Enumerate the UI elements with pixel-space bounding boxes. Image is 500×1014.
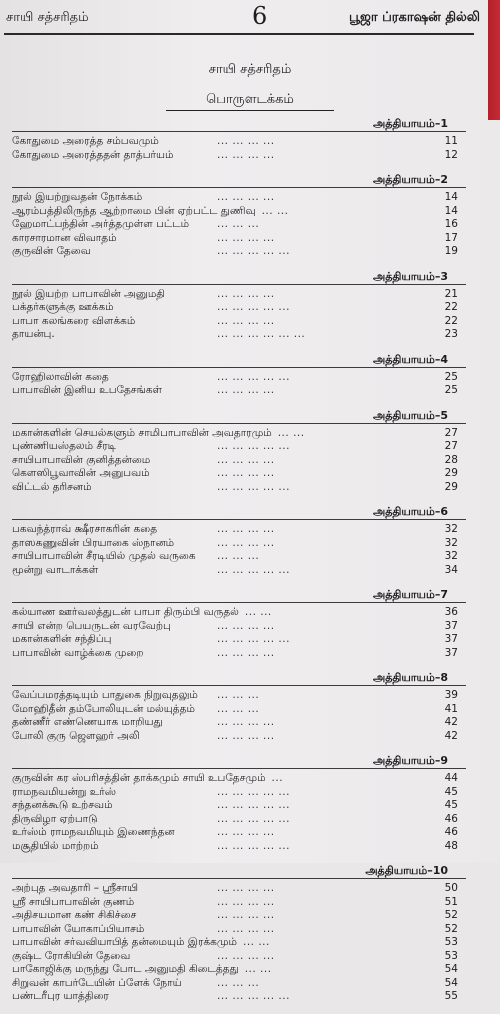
chapter-section <box>12 587 466 660</box>
toc-entry-page: 53 <box>444 949 458 962</box>
toc-entry-title: பகவந்த்ராவ் க்ஷீரசாகரின் கதை <box>12 523 158 535</box>
toc-entry-title: காரசாரமான விவாதம் <box>12 231 117 244</box>
chapter-section <box>12 753 466 853</box>
toc-entry-title: மசூதியில் மாற்றம் <box>12 839 99 852</box>
header-publisher: பூஜா ப்ரகாஷன் தில்லி <box>348 10 480 25</box>
toc-entry <box>12 799 466 813</box>
toc-entry-title: கல்யாண ஊர்வலத்துடன் பாபா திரும்பி வருதல் <box>12 606 239 618</box>
toc-entry <box>12 950 466 964</box>
toc-entry <box>12 772 466 786</box>
dot-leader: ... ... ... ... <box>217 826 275 838</box>
toc-entry-page: 54 <box>444 963 458 975</box>
toc-entry <box>12 703 466 717</box>
toc-entry-page: 52 <box>444 922 458 935</box>
toc-entry-page: 32 <box>444 550 458 562</box>
dot-leader: ... ... ... ... <box>217 909 275 921</box>
toc-entry <box>12 620 466 634</box>
toc-entry-title: மூன்று வாடாக்கள் <box>12 563 99 576</box>
toc-entry-title: விட்டல் தரிசனம் <box>12 480 92 493</box>
dot-leader: ... ... ... ... <box>217 882 275 894</box>
dot-leader: ... ... ... ... ... <box>217 301 290 313</box>
chapter-title: அத்தியாயம்–7 <box>12 587 466 603</box>
toc-entry-page: 21 <box>444 287 458 300</box>
toc-entry-page: 29 <box>444 480 458 493</box>
toc-entry <box>12 232 466 246</box>
book-title: சாயி சத்சரிதம் <box>208 62 292 77</box>
toc-entry-page: 34 <box>444 563 458 576</box>
toc-heading: பொருளடக்கம் <box>166 92 334 111</box>
dot-leader: ... ... ... ... <box>217 523 275 535</box>
toc-entry-title: நூல் இயற்ற பாபாவின் அனுமதி <box>12 287 165 300</box>
toc-entry-title: பாபாவின் இனிய உபதேசங்கள் <box>12 384 163 396</box>
toc-entry-page: 27 <box>444 440 458 452</box>
dot-leader: ... ... ... ... <box>217 646 275 659</box>
toc-entry-title: மகான்களின் சந்திப்பு <box>12 633 112 645</box>
dot-leader: ... ... ... ... <box>217 716 275 728</box>
dot-leader: ... ... ... ... ... <box>217 440 290 452</box>
dot-leader: ... <box>271 772 284 784</box>
toc-entry-page: 32 <box>444 523 458 535</box>
toc-entry-title: ராமநவமியன்று உர்ஸ் <box>12 785 117 798</box>
toc-entry <box>12 245 466 259</box>
chapter-title: அத்தியாயம்–2 <box>12 172 466 188</box>
toc-entry <box>12 826 466 840</box>
toc-entry <box>12 537 466 551</box>
toc-entry-page: 25 <box>444 370 458 383</box>
dot-leader: ... ... ... <box>217 689 260 701</box>
toc-entry-title: குஷ்ட ரோகியின் தேவை <box>12 949 131 962</box>
toc-entry-page: 48 <box>444 839 458 852</box>
toc-entry-title: பக்தர்களுக்கு ஊக்கம் <box>12 301 114 313</box>
dot-leader: ... ... ... ... <box>217 314 275 327</box>
toc-entry-page: 28 <box>444 453 458 466</box>
toc-entry <box>12 633 466 647</box>
dot-leader: ... ... ... ... <box>217 453 275 466</box>
toc-entry-page: 50 <box>444 882 458 894</box>
toc-entry-title: திருவிழா ஏற்பாடு <box>12 812 98 825</box>
dot-leader: ... ... ... ... ... <box>217 480 290 493</box>
toc-entry-title: ஸ்ரீ சாயிபாபாவின் குணம் <box>12 895 135 908</box>
toc-entry-page: 11 <box>444 135 458 147</box>
chapter-title: அத்தியாயம்–8 <box>12 670 466 686</box>
toc-entry <box>12 963 466 977</box>
toc-entry-title: அற்புத அவதாரி – ஸ்ரீசாயி <box>12 882 139 894</box>
toc-entry <box>12 384 466 398</box>
toc-entry-page: 55 <box>444 990 458 1002</box>
chapter-section <box>12 172 466 259</box>
toc-entry-title: மோஹிதீன் தம்போலியுடன் மல்யுத்தம் <box>12 702 195 715</box>
dot-leader: ... ... ... ... ... <box>217 370 290 383</box>
chapter-section <box>12 352 466 398</box>
toc-entry-page: 42 <box>444 716 458 728</box>
toc-entry <box>12 936 466 950</box>
toc-entry <box>12 427 466 441</box>
toc-entry <box>12 481 466 495</box>
toc-entry-page: 17 <box>444 231 458 244</box>
toc-entry <box>12 288 466 302</box>
toc-entry-title: குருவின் கர ஸ்பரிசத்தின் தாக்கமும் சாயி உபதேசமும் <box>12 772 266 784</box>
toc-entry <box>12 896 466 910</box>
toc-entry-title: ரோஹிலாவின் கதை <box>12 370 109 383</box>
toc-entry <box>12 730 466 744</box>
toc-entry-page: 37 <box>444 646 458 659</box>
toc-entry-title: அதிசயமான கண் சிகிச்சை <box>12 909 137 921</box>
dot-leader: ... ... ... ... ... <box>217 990 290 1002</box>
toc-entry-title: பண்டரீபுர யாத்திரை <box>12 990 109 1002</box>
toc-entry <box>12 301 466 315</box>
dot-leader: ... ... <box>261 204 289 217</box>
dot-leader: ... ... ... ... ... <box>217 785 290 798</box>
toc-entry <box>12 840 466 854</box>
toc-entry-page: 42 <box>444 729 458 742</box>
toc-entry-title: சாயிபாபாவின் குனித்தன்மை <box>12 453 151 466</box>
toc-entry-title: பாபாவின் சர்வவியாபித் தன்மையும் இரக்கமும் <box>12 936 237 948</box>
toc-entry-title: புண்ணியஸ்தலம் சீரடி <box>12 440 117 452</box>
toc-entry <box>12 454 466 468</box>
toc-entry <box>12 977 466 991</box>
toc-entry-page: 22 <box>444 301 458 313</box>
toc-entry-page: 12 <box>444 148 458 161</box>
dot-leader: ... ... ... ... <box>217 949 275 962</box>
running-header <box>6 4 486 32</box>
toc-entry <box>12 328 466 342</box>
dot-leader: ... ... ... ... ... <box>217 633 290 645</box>
chapter-title: அத்தியாயம்–4 <box>12 352 466 368</box>
dot-leader: ... ... <box>244 963 272 975</box>
toc-entry <box>12 135 466 149</box>
dot-leader: ... ... ... ... <box>217 467 275 479</box>
toc-entry-title: ஆரம்பத்திலிருந்த ஆற்றாமை பின் ஏற்பட்ட துணிவு <box>12 204 256 217</box>
chapter-section <box>12 863 466 1004</box>
toc-entry <box>12 315 466 329</box>
toc-entry-title: ஹேமாட்பந்தின் அர்த்தமுள்ள பட்டம் <box>12 218 190 230</box>
toc-entry-title: பாபா கலங்கரை விளக்கம் <box>12 314 136 327</box>
dot-leader: ... ... ... ... <box>217 135 275 147</box>
toc-entry-page: 37 <box>444 633 458 645</box>
toc-entry-page: 45 <box>444 799 458 811</box>
toc-heading-wrap <box>0 88 500 111</box>
toc-entry-page: 51 <box>444 895 458 908</box>
dot-leader: ... ... ... ... ... <box>217 563 290 576</box>
dot-leader: ... ... ... ... <box>217 922 275 935</box>
chapter-title: அத்தியாயம்–6 <box>12 504 466 520</box>
dot-leader: ... ... ... ... <box>217 619 275 632</box>
toc-entry <box>12 440 466 454</box>
chapter-title: அத்தியாயம்–10 <box>12 863 466 879</box>
dot-leader: ... ... ... <box>217 218 260 230</box>
chapter-section <box>12 116 466 162</box>
chapter-title: அத்தியாயம்–9 <box>12 753 466 769</box>
toc-entry-page: 23 <box>444 328 458 340</box>
dot-leader: ... ... <box>244 606 272 618</box>
toc-entry-title: கோதுமை அரைத்த சம்பவமும் <box>12 135 159 147</box>
toc-entry <box>12 564 466 578</box>
toc-entry-page: 27 <box>444 426 458 439</box>
toc-entry-page: 46 <box>444 812 458 825</box>
dot-leader: ... ... ... ... <box>217 384 275 396</box>
chapter-section <box>12 670 466 743</box>
dot-leader: ... ... ... ... <box>217 148 275 161</box>
toc-entry-page: 36 <box>444 606 458 618</box>
toc-entry <box>12 606 466 620</box>
dot-leader: ... ... ... ... <box>217 287 275 300</box>
toc-entry-title: சாயிபாபாவின் சீரடியில் முதல் வருகை <box>12 550 196 562</box>
chapter-title: அத்தியாயம்–1 <box>12 116 466 132</box>
toc-entry-page: 45 <box>444 785 458 798</box>
toc-entry-page: 39 <box>444 689 458 701</box>
toc-entry <box>12 923 466 937</box>
toc-entry <box>12 550 466 564</box>
dot-leader: ... ... ... ... <box>217 231 275 244</box>
toc-entry-title: சிறுவன் காபர்டேயின் ப்ளேக் நோய் <box>12 976 182 989</box>
toc-entry <box>12 786 466 800</box>
toc-entry-page: 29 <box>444 467 458 479</box>
dot-leader: ... ... ... <box>217 976 260 989</box>
dot-leader: ... ... ... ... ... <box>217 812 290 825</box>
toc-entry <box>12 218 466 232</box>
toc-entry-page: 16 <box>444 218 458 230</box>
toc-entry-page: 54 <box>444 976 458 989</box>
toc-entry-title: நூல் இயற்றுவதன் நோக்கம் <box>12 191 143 203</box>
toc-entry-title: குருவின் தேவை <box>12 245 91 257</box>
dot-leader: ... ... ... <box>217 702 260 715</box>
toc-entry <box>12 205 466 219</box>
dot-leader: ... ... <box>242 936 270 948</box>
toc-entry-title: தண்ணீர் எண்ணெயாக மாறியது <box>12 716 163 728</box>
toc-entry-title: பாபாவின் வாழ்க்கை முறை <box>12 646 144 659</box>
dot-leader: ... ... ... ... <box>217 191 275 203</box>
dot-leader: ... ... ... ... ... <box>217 245 290 257</box>
toc-entry-page: 37 <box>444 619 458 632</box>
dot-leader: ... ... <box>277 426 305 439</box>
toc-entry <box>12 371 466 385</box>
toc-entry-page: 22 <box>444 314 458 327</box>
toc-entry-title: உர்ஸ்ம் ராமநவமியும் இணைந்தன <box>12 826 175 838</box>
dot-leader: ... ... ... ... <box>217 895 275 908</box>
dot-leader: ... ... ... ... <box>217 729 275 742</box>
dot-leader: ... ... ... ... ... <box>217 799 290 811</box>
dot-leader: ... ... ... <box>217 550 260 562</box>
chapter-section <box>12 269 466 342</box>
toc-entry-page: 44 <box>444 772 458 784</box>
toc-entry-page: 25 <box>444 384 458 396</box>
dot-leader: ... ... ... ... ... <box>217 839 290 852</box>
dot-leader: ... ... ... ... ... ... <box>217 328 306 340</box>
toc-entry <box>12 909 466 923</box>
toc-entry-page: 41 <box>444 702 458 715</box>
header-book-title: சாயி சத்சரிதம் <box>6 10 89 25</box>
toc-entry-page: 14 <box>444 204 458 217</box>
toc-entry-title: மகான்களின் செயல்களும் சாமிபாபாவின் அவதாரமும் <box>12 426 272 439</box>
toc-entry <box>12 813 466 827</box>
toc-entry-page: 32 <box>444 536 458 549</box>
toc-entry <box>12 647 466 661</box>
chapter-section <box>12 408 466 495</box>
chapter-title: அத்தியாயம்–3 <box>12 269 466 285</box>
toc-entry-title: வேப்பமரத்தடியும் பாதுகை நிறுவுதலும் <box>12 689 198 701</box>
toc-entry-title: கோதுமை அரைத்ததன் தாத்பர்யம் <box>12 148 174 161</box>
toc-entry <box>12 191 466 205</box>
toc-entry-title: சாயி என்ற பெயருடன் வரவேற்பு <box>12 619 171 632</box>
toc-entry-title: பாகோஜிக்கு மருந்து போட அனுமதி கிடைத்தது <box>12 963 239 975</box>
toc-entry-title: தாஸகணுவின் பிரயாகை ஸ்நானம் <box>12 536 175 549</box>
toc-entry-page: 52 <box>444 909 458 921</box>
toc-entry-page: 53 <box>444 936 458 948</box>
dot-leader: ... ... ... ... <box>217 536 275 549</box>
toc-entry-page: 46 <box>444 826 458 838</box>
table-of-contents <box>12 116 466 1014</box>
toc-entry <box>12 882 466 896</box>
toc-entry-page: 14 <box>444 191 458 203</box>
chapter-title: அத்தியாயம்–5 <box>12 408 466 424</box>
toc-entry-title: தாயன்பு. <box>12 328 55 340</box>
toc-entry <box>12 689 466 703</box>
toc-entry <box>12 523 466 537</box>
chapter-section <box>12 504 466 577</box>
toc-entry <box>12 990 466 1004</box>
toc-entry <box>12 716 466 730</box>
header-rule <box>4 33 474 35</box>
toc-entry-page: 19 <box>444 245 458 257</box>
page-number: 6 <box>252 2 268 30</box>
toc-entry-title: போலி குரு ஜௌஹர் அலி <box>12 729 140 742</box>
toc-entry-title: கௌஸிபூவாவின் அனுபவம் <box>12 467 150 479</box>
toc-entry-title: பாபாவின் யோகாப்பியாசம் <box>12 922 145 935</box>
toc-entry-title: சந்தனக்கூடு உற்சவம் <box>12 799 113 811</box>
toc-entry <box>12 467 466 481</box>
toc-entry <box>12 149 466 163</box>
